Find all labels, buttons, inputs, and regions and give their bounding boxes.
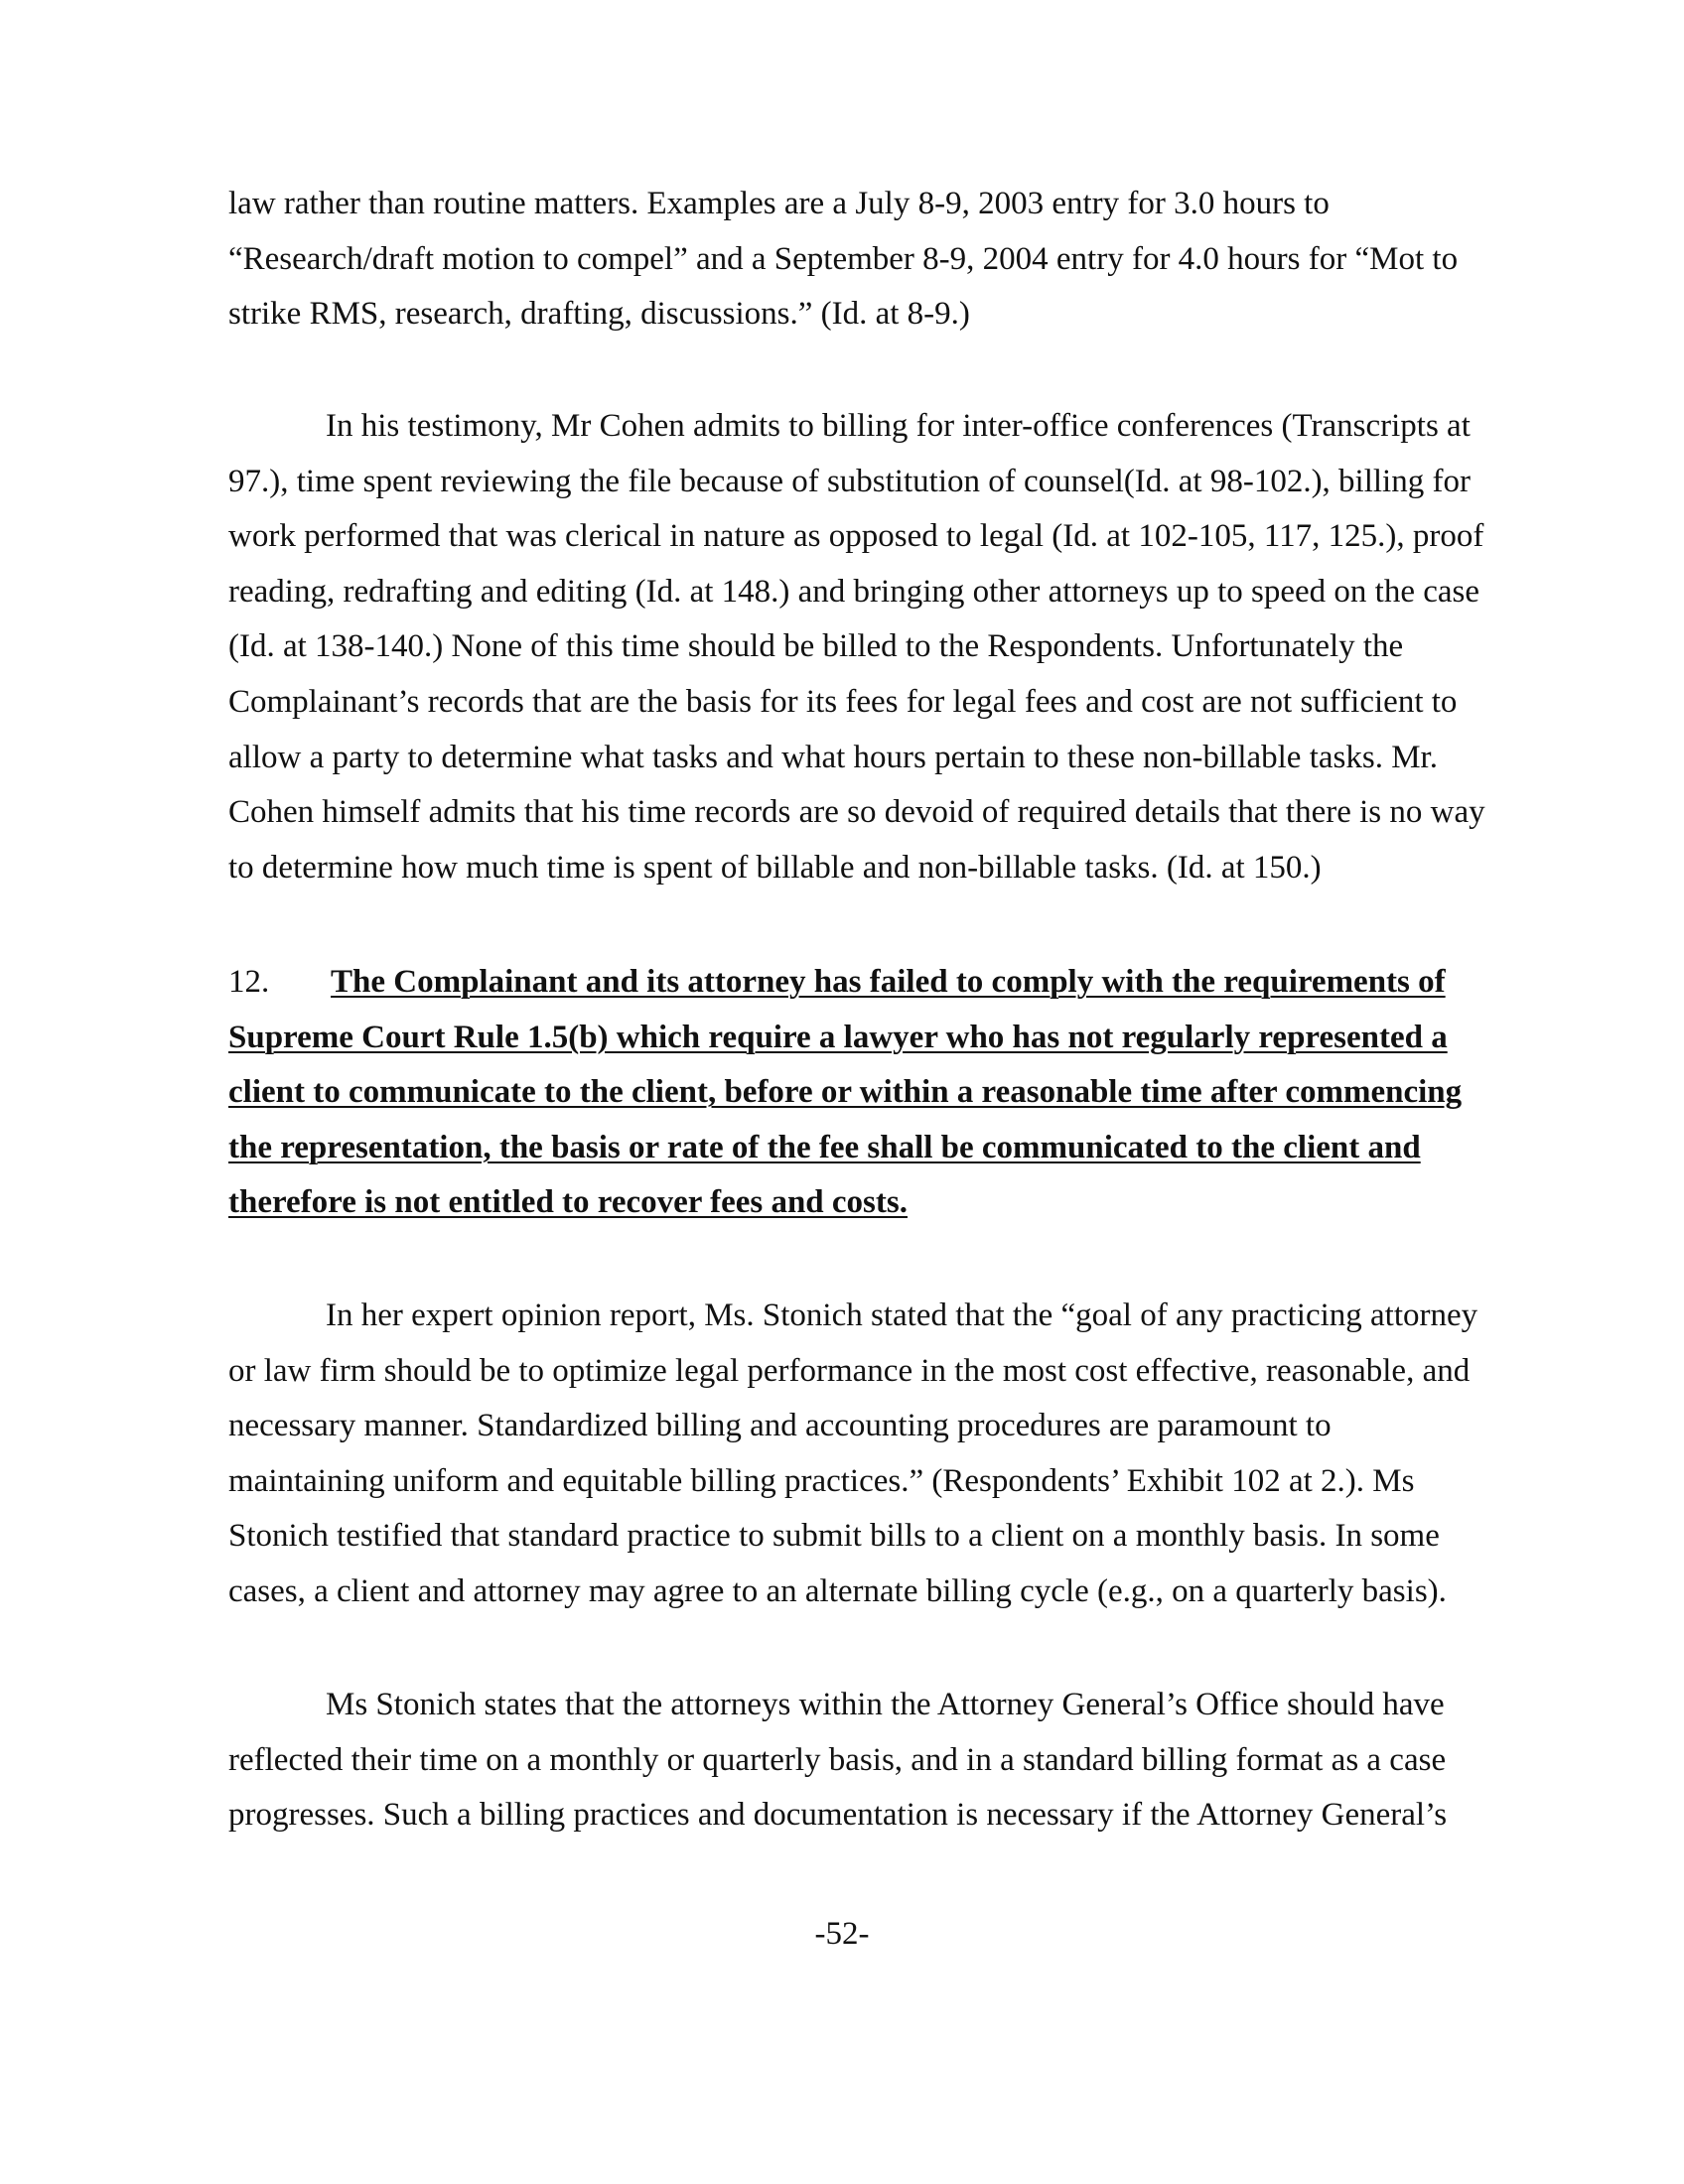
- paragraph-billing-examples: law rather than routine matters. Examples are a July 8-9, 2003 entry for 3.0 hours to “Research/draft motion to compel” and a September 8-9, 2004 entry for 4.0 hours for “Mot to strike RMS, research, drafting, discussions.” (Id. at 8-9.): [228, 186, 1459, 333]
- section-number: 12.: [228, 964, 270, 1000]
- paragraph-stonich-report: In her expert opinion report, Ms. Stonich stated that the “goal of any practicing attorney or law firm should be to optimize legal performance in the most cost effective, reasonable, and necessary manner. Standardized billing and accounting procedures are paramount to maintaining uniform and equitable billing practices.” (Respondents’ Exhibit 102 at 2.). Ms Stonich testified that standard practice to submit bills to a client on a monthly basis. In some cases, a client and attorney may agree to an alternate billing cycle (e.g., on a quarterly basis).: [228, 1297, 1478, 1609]
- section-heading-12: [228, 955, 1489, 1231]
- paragraph-stonich-statement: Ms Stonich states that the attorneys within the Attorney General’s Office should have reflected their time on a monthly or quarterly basis, and in a standard billing format as a case progresses. Such a billing practices and documentation is necessary if the Attorney General’s: [228, 1687, 1448, 1834]
- page-number: -52-: [814, 1916, 870, 1952]
- paragraph-cohen-testimony: In his testimony, Mr Cohen admits to billing for inter-office conferences (Transcripts at 97.), time spent reviewing the file because of substitution of counsel(Id. at 98-102.), billing for work performed that was clerical in nature as opposed to legal (Id. at 102-105, 117, 125.), proof reading, redrafting and editing (Id. at 148.) and bringing other attorneys up to speed on the case (Id. at 138-140.) None of this time should be billed to the Respondents. Unfortunately the Complainant’s records that are the basis for its fees for legal fees and cost are not sufficient to allow a party to determine what tasks and what hours pertain to these non-billable tasks. Mr. Cohen himself admits that his time records are so devoid of required details that there is no way to determine how much time is spent of billable and non-billable tasks. (Id. at 150.): [228, 408, 1485, 886]
- section-heading-text: The Complainant and its attorney has failed to comply with the requirements of Supreme Court Rule 1.5(b) which require a lawyer who has not regularly represented a client to communicate to the client, before or within a reasonable time after commencing the representation, the basis or rate of the fee shall be communicated to the client and therefore is not entitled to recover fees and costs.: [228, 964, 1463, 1221]
